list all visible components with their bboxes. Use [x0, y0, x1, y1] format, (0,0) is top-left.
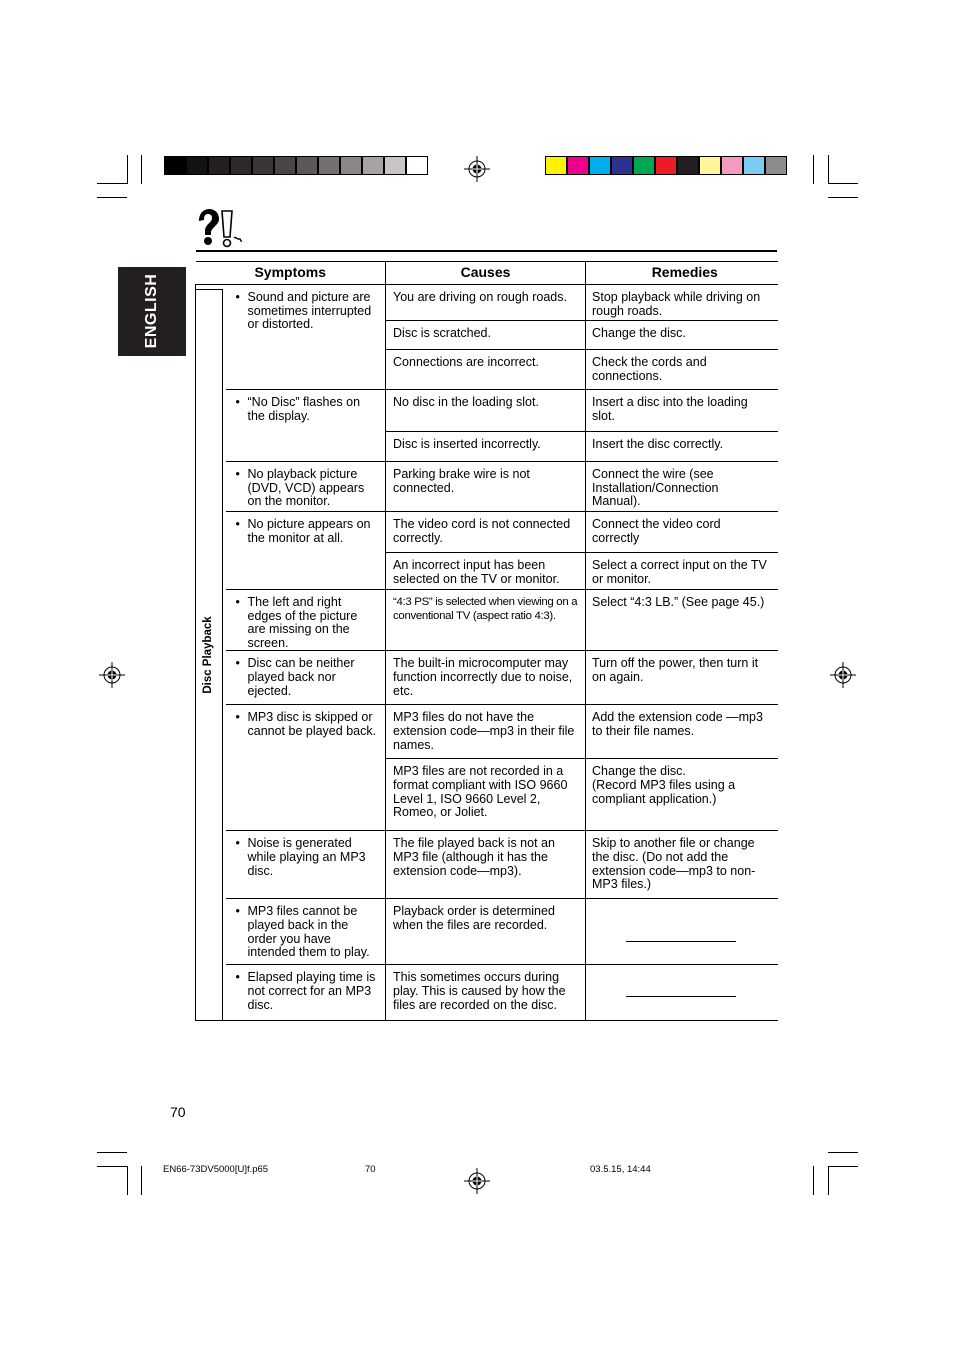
table-row: [196, 285, 778, 321]
crop-mark: [813, 155, 814, 184]
symptom-text: Sound and picture are sometimes interrupted or distorted.: [247, 290, 372, 332]
remedy-cell: [586, 965, 778, 1021]
cause-cell: MP3 files are not recorded in a format compliant with ISO 9660 Level 1, ISO 9660 Level 2, Romeo, or Joliet.: [386, 759, 586, 831]
color-swatch: [721, 156, 743, 175]
symptom-text: MP3 disc is skipped or cannot be played back.: [247, 710, 377, 738]
title-rule: [196, 250, 777, 252]
color-swatch: [633, 156, 655, 175]
crop-mark: [97, 1166, 127, 1167]
cause-cell: The file played back is not an MP3 file (although it has the extension code—mp3).: [386, 831, 586, 899]
category-label: Disc Playback: [202, 616, 215, 694]
color-swatch: [589, 156, 611, 175]
color-swatch: [545, 156, 567, 175]
color-swatch: [362, 156, 384, 175]
cause-cell: No disc in the loading slot.: [386, 390, 586, 432]
remedy-cell: Connect the video cord correctly: [586, 512, 778, 553]
crop-mark: [127, 1166, 128, 1195]
color-swatch: [318, 156, 340, 175]
remedy-cell: Connect the wire (see Installation/Connection Manual).: [586, 462, 778, 512]
color-swatch: [252, 156, 274, 175]
color-swatch: [186, 156, 208, 175]
table-row: [196, 390, 778, 432]
symptom-cell: • No playback picture (DVD, VCD) appears on the monitor.: [226, 462, 386, 512]
header-remedies: Remedies: [586, 262, 778, 285]
registration-mark-icon: [464, 156, 490, 182]
cause-cell: “4:3 PS” is selected when viewing on a conventional TV (aspect ratio 4:3).: [386, 590, 586, 651]
remedy-cell: [586, 899, 778, 965]
symptom-text: No playback picture (DVD, VCD) appears on the monitor.: [247, 467, 365, 509]
cause-cell: Disc is inserted incorrectly.: [386, 432, 586, 462]
registration-mark-icon: [830, 662, 856, 688]
footer-filename: EN66-73DV5000[U]f.p65: [163, 1164, 269, 1175]
question-exclamation-icon: [196, 208, 246, 248]
color-swatch: [208, 156, 230, 175]
registration-mark-icon: [99, 662, 125, 688]
crop-mark: [828, 155, 829, 184]
blank-remedy-line: [626, 996, 736, 997]
category-cell: [196, 285, 226, 1021]
color-swatch: [230, 156, 252, 175]
crop-mark: [813, 1166, 814, 1195]
cause-cell: The video cord is not connected correctly.: [386, 512, 586, 553]
remedy-cell: Stop playback while driving on rough roads.: [586, 285, 778, 321]
color-swatch: [567, 156, 589, 175]
symptom-cell: • Elapsed playing time is not correct for an MP3 disc.: [226, 965, 386, 1021]
remedy-cell: Change the disc.: [586, 321, 778, 350]
crop-mark: [828, 183, 858, 184]
symptom-text: No picture appears on the monitor at all.: [247, 517, 371, 545]
crop-mark: [127, 155, 128, 184]
crop-mark: [97, 1152, 127, 1153]
cause-cell: MP3 files do not have the extension code—mp3 in their file names.: [386, 705, 586, 759]
color-swatch: [340, 156, 362, 175]
color-swatch: [765, 156, 787, 175]
table-row: [196, 899, 778, 965]
crop-mark: [141, 155, 142, 184]
remedy-cell: Turn off the power, then turn it on again.: [586, 651, 778, 705]
crop-mark: [828, 1166, 858, 1167]
cause-cell: Connections are incorrect.: [386, 350, 586, 390]
table-row: [196, 831, 778, 899]
crop-mark: [828, 1166, 829, 1195]
cause-cell: The built-in microcomputer may function incorrectly due to noise, etc.: [386, 651, 586, 705]
color-swatch: [611, 156, 633, 175]
symptom-text: MP3 files cannot be played back in the order you have intended them to play.: [247, 904, 370, 960]
table-row: [196, 512, 778, 553]
symptom-text: Disc can be neither played back nor ejected.: [247, 656, 355, 698]
table-row: [196, 965, 778, 1021]
crop-mark: [141, 1166, 142, 1195]
color-swatch: [699, 156, 721, 175]
language-tab-label: ENGLISH: [143, 273, 160, 349]
header-causes: Causes: [386, 262, 586, 285]
symptom-text: “No Disc” flashes on the display.: [247, 395, 361, 423]
table-row: [196, 462, 778, 512]
symptom-cell: • “No Disc” flashes on the display.: [226, 390, 386, 462]
symptom-cell: • MP3 files cannot be played back in the order you have intended them to play.: [226, 899, 386, 965]
color-swatch: [743, 156, 765, 175]
symptom-cell: • Sound and picture are sometimes interrupted or distorted.: [226, 285, 386, 390]
color-swatch: [677, 156, 699, 175]
color-swatch: [274, 156, 296, 175]
blank-remedy-line: [626, 941, 736, 942]
page-number: 70: [170, 1104, 186, 1120]
remedy-cell: Skip to another file or change the disc. (Do not add the extension code—mp3 to non-MP3 files.): [586, 831, 778, 899]
remedy-cell: Add the extension code —mp3 to their file names.: [586, 705, 778, 759]
color-swatch: [655, 156, 677, 175]
table-row: [196, 705, 778, 759]
crop-mark: [828, 1152, 858, 1153]
footer-page: 70: [365, 1164, 376, 1175]
color-swatch: [384, 156, 406, 175]
cause-cell: This sometimes occurs during play. This is caused by how the files are recorded on the disc.: [386, 965, 586, 1021]
cause-cell: Parking brake wire is not connected.: [386, 462, 586, 512]
header-symptoms: Symptoms: [196, 262, 386, 285]
registration-mark-icon: [464, 1168, 490, 1194]
cause-cell: Disc is scratched.: [386, 321, 586, 350]
symptom-cell: • The left and right edges of the picture are missing on the screen.: [226, 590, 386, 651]
symptom-cell: • No picture appears on the monitor at all.: [226, 512, 386, 590]
symptom-text: Noise is generated while playing an MP3 disc.: [247, 836, 366, 878]
troubleshooting-table: [195, 261, 778, 1021]
symptom-text: The left and right edges of the picture are missing on the screen.: [247, 595, 358, 650]
remedy-cell: Insert a disc into the loading slot.: [586, 390, 778, 432]
crop-mark: [97, 183, 127, 184]
symptom-cell: • Noise is generated while playing an MP3 disc.: [226, 831, 386, 899]
remedy-cell: Insert the disc correctly.: [586, 432, 778, 462]
color-swatch: [296, 156, 318, 175]
color-swatch: [406, 156, 428, 175]
symptom-text: Elapsed playing time is not correct for an MP3 disc.: [247, 970, 376, 1012]
remedy-cell: Select “4:3 LB.” (See page 45.): [586, 590, 778, 651]
cause-cell: You are driving on rough roads.: [386, 285, 586, 321]
remedy-cell: Change the disc. (Record MP3 files using a compliant application.): [586, 759, 778, 831]
remedy-cell: Check the cords and connections.: [586, 350, 778, 390]
symptom-cell: • Disc can be neither played back nor ejected.: [226, 651, 386, 705]
table-row: [196, 651, 778, 705]
footer-timestamp: 03.5.15, 14:44: [590, 1164, 651, 1175]
crop-mark: [97, 197, 127, 198]
table-header-row: [196, 262, 778, 285]
remedy-cell: Select a correct input on the TV or monitor.: [586, 553, 778, 590]
table-row: [196, 590, 778, 651]
symptom-cell: • MP3 disc is skipped or cannot be played back.: [226, 705, 386, 831]
color-swatch: [164, 156, 186, 175]
cause-cell: An incorrect input has been selected on the TV or monitor.: [386, 553, 586, 590]
crop-mark: [828, 197, 858, 198]
language-tab: [118, 267, 186, 356]
cause-cell: Playback order is determined when the files are recorded.: [386, 899, 586, 965]
